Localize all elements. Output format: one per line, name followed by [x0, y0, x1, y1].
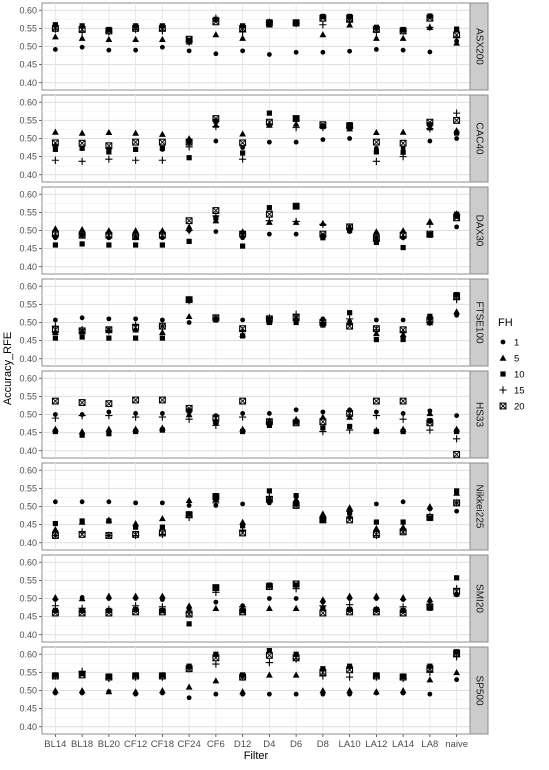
legend-item-fh5 [500, 354, 520, 365]
data-point-fh10 [454, 575, 459, 580]
data-point-fh10 [133, 429, 138, 434]
y-tick-label: 0.50 [19, 409, 37, 420]
data-point-fh1 [133, 48, 138, 53]
data-point-fh1 [294, 596, 299, 601]
data-point-fh1 [374, 47, 379, 52]
y-tick-label: 0.45 [19, 611, 37, 622]
facet-strip-label: SMI20 [473, 584, 485, 613]
x-tick-label: D6 [290, 739, 303, 750]
legend-item-fh15 [499, 386, 524, 397]
data-point-fh10 [401, 519, 406, 524]
data-point-fh1 [213, 139, 218, 144]
y-tick-label: 0.60 [19, 5, 37, 16]
y-tick-label: 0.55 [19, 299, 37, 310]
x-tick-label: CF18 [150, 739, 174, 750]
data-point-fh10 [454, 130, 459, 135]
y-tick-label: 0.55 [19, 207, 37, 218]
data-point-fh10 [347, 310, 352, 315]
data-point-fh10 [53, 335, 58, 340]
data-point-fh1 [374, 318, 379, 323]
data-point-fh1 [240, 318, 245, 323]
data-point-fh1 [267, 232, 272, 237]
data-point-fh1 [454, 136, 459, 141]
y-tick-label: 0.45 [19, 243, 37, 254]
data-point-fh10 [454, 429, 459, 434]
y-tick-label: 0.45 [19, 59, 37, 70]
data-point-fh1 [133, 316, 138, 321]
data-point-fh1 [401, 411, 406, 416]
y-tick-label: 0.50 [19, 593, 37, 604]
data-point-fh1 [187, 503, 192, 508]
data-point-fh1 [240, 48, 245, 53]
y-tick-label: 0.45 [19, 335, 37, 346]
x-tick-label: LA12 [365, 739, 388, 750]
data-point-fh10 [401, 429, 406, 434]
y-tick-label: 0.40 [19, 77, 37, 88]
data-point-fh1 [240, 502, 245, 507]
data-point-fh1 [454, 677, 459, 682]
data-point-fh1 [53, 499, 58, 504]
y-tick-label: 0.55 [19, 575, 37, 586]
data-point-fh10 [133, 147, 138, 152]
data-point-fh10 [454, 488, 459, 493]
data-point-fh1 [80, 499, 85, 504]
x-tick-label: naive [445, 739, 468, 750]
facet-panel-dax30 [19, 187, 488, 274]
facet-strip-label: SP500 [473, 675, 485, 706]
data-point-fh1 [427, 692, 432, 697]
data-point-fh1 [401, 499, 406, 504]
facet-panel-sp500 [19, 647, 488, 734]
y-tick-label: 0.60 [19, 465, 37, 476]
facet-panel-ftse100 [19, 279, 488, 366]
data-point-fh1 [213, 229, 218, 234]
data-point-fh10 [454, 27, 459, 32]
x-tick-label: LA10 [338, 739, 361, 750]
data-point-fh10 [374, 519, 379, 524]
data-point-fh10 [160, 242, 165, 247]
data-point-fh1 [454, 413, 459, 418]
facet-panel-cac40 [19, 95, 488, 182]
data-point-fh1 [374, 502, 379, 507]
data-point-fh1 [454, 224, 459, 229]
data-point-fh10 [401, 337, 406, 342]
y-tick-label: 0.55 [19, 483, 37, 494]
data-point-fh1 [106, 316, 111, 321]
data-point-fh1 [187, 695, 192, 700]
y-tick-label: 0.45 [19, 703, 37, 714]
y-tick-label: 0.55 [19, 667, 37, 678]
facet-strip-label: DAX30 [473, 214, 485, 247]
data-point-fh10 [374, 429, 379, 434]
x-tick-label: LA14 [392, 739, 415, 750]
facet-panel-hs33 [19, 371, 488, 458]
legend-item-fh1 [501, 338, 520, 349]
x-tick-label: CF6 [206, 739, 225, 750]
data-point-fh10 [80, 433, 85, 438]
data-point-fh10 [267, 488, 272, 493]
legend [498, 317, 525, 413]
data-point-fh1 [267, 596, 272, 601]
legend-key-plus [499, 386, 506, 393]
data-point-fh1 [187, 320, 192, 325]
y-axis-title: Accuracy_RFE [2, 331, 14, 406]
data-point-fh10 [106, 149, 111, 154]
data-point-fh10 [401, 245, 406, 250]
facet-panel-smi20 [19, 555, 488, 642]
data-point-fh10 [294, 493, 299, 498]
legend-label: 15 [514, 385, 525, 397]
data-point-fh10 [80, 518, 85, 523]
data-point-fh1 [133, 500, 138, 505]
data-point-fh1 [213, 692, 218, 697]
data-point-fh1 [320, 137, 325, 142]
data-point-fh10 [53, 242, 58, 247]
y-tick-label: 0.40 [19, 445, 37, 456]
legend-key-dot [501, 340, 506, 345]
legend-label: 1 [514, 337, 520, 349]
y-tick-label: 0.60 [19, 649, 37, 660]
data-point-fh10 [187, 621, 192, 626]
y-tick-label: 0.55 [19, 391, 37, 402]
legend-key-square [500, 371, 505, 376]
y-tick-label: 0.40 [19, 721, 37, 732]
y-tick-label: 0.45 [19, 427, 37, 438]
y-tick-label: 0.50 [19, 501, 37, 512]
y-tick-label: 0.45 [19, 519, 37, 530]
data-point-fh10 [374, 149, 379, 154]
data-point-fh1 [80, 315, 85, 320]
x-tick-label: BL14 [44, 739, 67, 750]
data-point-fh1 [267, 411, 272, 416]
facet-panel-nikkei225 [19, 463, 488, 550]
data-point-fh1 [401, 318, 406, 323]
data-point-fh10 [106, 431, 111, 436]
data-point-fh10 [106, 518, 111, 523]
marker-cross [500, 403, 506, 409]
legend-item-fh20 [500, 402, 524, 413]
data-point-fh1 [53, 47, 58, 52]
facet-strip-label: Nikkei225 [473, 484, 485, 529]
data-point-fh10 [160, 146, 165, 151]
y-tick-label: 0.50 [19, 133, 37, 144]
y-tick-label: 0.55 [19, 23, 37, 34]
data-point-fh1 [347, 49, 352, 54]
data-point-fh1 [187, 48, 192, 53]
data-point-fh10 [53, 147, 58, 152]
data-point-fh10 [160, 335, 165, 340]
data-point-fh1 [267, 140, 272, 145]
legend-key-triangle [500, 355, 507, 361]
y-tick-label: 0.50 [19, 317, 37, 328]
y-tick-label: 0.60 [19, 281, 37, 292]
data-point-fh1 [106, 48, 111, 53]
legend-key-boxcross [500, 403, 506, 409]
y-tick-label: 0.40 [19, 629, 37, 640]
data-point-fh10 [240, 150, 245, 155]
y-tick-label: 0.50 [19, 41, 37, 52]
data-point-fh10 [133, 335, 138, 340]
data-point-fh1 [213, 600, 218, 605]
data-point-fh1 [401, 48, 406, 53]
x-tick-label: CF24 [177, 739, 201, 750]
legend-title: FH [498, 317, 513, 329]
data-point-fh1 [213, 51, 218, 56]
x-tick-label: LA8 [421, 739, 439, 750]
x-tick-label: CF12 [124, 739, 148, 750]
data-point-fh10 [106, 335, 111, 340]
data-point-fh1 [294, 692, 299, 697]
data-point-fh1 [160, 318, 165, 323]
data-point-fh1 [294, 407, 299, 412]
data-point-fh10 [133, 525, 138, 530]
x-tick-label: D8 [316, 739, 329, 750]
x-axis-title: Filter [243, 750, 269, 762]
data-point-fh10 [160, 427, 165, 432]
facet-strip-label: ASX200 [473, 28, 485, 65]
data-point-fh10 [133, 242, 138, 247]
data-point-fh10 [240, 429, 245, 434]
y-tick-label: 0.45 [19, 151, 37, 162]
data-point-fh1 [160, 45, 165, 50]
x-tick-label: BL18 [71, 739, 94, 750]
y-tick-label: 0.55 [19, 115, 37, 126]
data-point-fh1 [294, 232, 299, 237]
data-point-fh10 [187, 239, 192, 244]
data-point-fh10 [80, 334, 85, 339]
data-point-fh1 [106, 499, 111, 504]
y-tick-label: 0.50 [19, 225, 37, 236]
y-tick-label: 0.50 [19, 685, 37, 696]
data-point-fh10 [267, 111, 272, 116]
facet-panel-asx200 [19, 3, 488, 90]
x-tick-label: BL20 [97, 739, 120, 750]
data-point-fh10 [53, 521, 58, 526]
y-tick-label: 0.60 [19, 189, 37, 200]
data-point-fh10 [106, 242, 111, 247]
data-point-fh10 [53, 429, 58, 434]
y-tick-label: 0.40 [19, 353, 37, 364]
data-point-fh10 [80, 241, 85, 246]
x-tick-label: D12 [233, 739, 252, 750]
x-tick-label: D4 [263, 739, 276, 750]
data-point-fh1 [454, 509, 459, 514]
legend-label: 5 [514, 353, 520, 365]
y-tick-label: 0.60 [19, 557, 37, 568]
data-point-fh10 [160, 525, 165, 530]
y-tick-label: 0.40 [19, 169, 37, 180]
y-tick-label: 0.40 [19, 537, 37, 548]
data-point-fh1 [347, 136, 352, 141]
data-point-fh1 [294, 50, 299, 55]
data-point-fh1 [427, 139, 432, 144]
legend-item-fh10 [500, 370, 524, 381]
data-point-fh1 [53, 318, 58, 323]
y-tick-label: 0.40 [19, 261, 37, 272]
data-point-fh10 [187, 155, 192, 160]
legend-label: 10 [514, 369, 525, 381]
data-point-fh10 [240, 243, 245, 248]
data-point-fh1 [80, 45, 85, 50]
facet-strip-label: FTSE100 [473, 301, 485, 344]
data-point-fh1 [427, 50, 432, 55]
data-point-fh1 [160, 500, 165, 505]
data-point-fh1 [267, 692, 272, 697]
legend-label: 20 [514, 401, 525, 413]
facet-strip-label: HS33 [473, 401, 485, 428]
data-point-fh1 [320, 50, 325, 55]
data-point-fh1 [294, 140, 299, 145]
data-point-fh10 [267, 205, 272, 210]
data-point-fh10 [374, 337, 379, 342]
y-tick-label: 0.60 [19, 373, 37, 384]
y-tick-label: 0.60 [19, 97, 37, 108]
facet-strip-label: CAC40 [473, 122, 485, 155]
data-point-fh1 [267, 52, 272, 57]
